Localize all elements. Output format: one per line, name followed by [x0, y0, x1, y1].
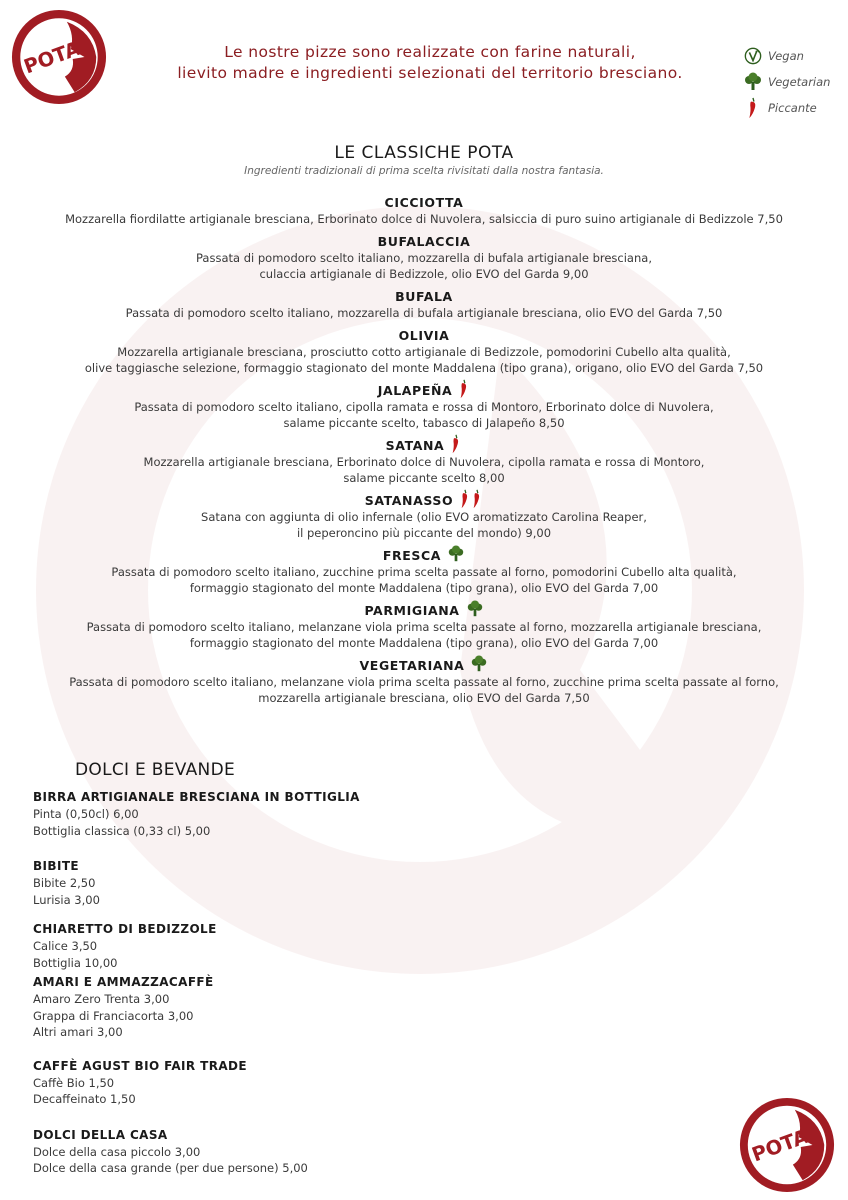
- broccoli-icon: [742, 71, 764, 93]
- pizza-name-text: FRESCA: [382, 548, 442, 563]
- pizza-name: [378, 383, 471, 399]
- pizza-name: [385, 195, 464, 211]
- pizza-icons: [447, 545, 465, 566]
- extras-group: [33, 788, 433, 839]
- pizza-name-text: PARMIGIANA: [364, 603, 460, 618]
- extras-group: [33, 1057, 433, 1108]
- pizza-description: Passata di pomodoro scelto italiano, mozzarella di bufala artigianale bresciana, olio EVO del Garda 7,50: [125, 306, 723, 320]
- legend-vegetarian: [742, 70, 848, 94]
- section-title: LE CLASSICHE POTA: [334, 143, 514, 163]
- pizza-name: [378, 234, 471, 250]
- pizza-name: [399, 328, 450, 344]
- chili-pepper-icon: [742, 97, 764, 119]
- pizza-item: [20, 325, 828, 376]
- extras-item: Calice 3,50: [33, 939, 98, 953]
- pizza-description: Passata di pomodoro scelto italiano, melanzane viola prima scelta passate al forno, mozzarella artigianale bresciana, formaggio stagionato del monte Maddalena (tipo grana), olio EVO del Garda 7,00: [86, 620, 762, 650]
- extras-group: [33, 857, 433, 908]
- pizza-item: [20, 380, 828, 431]
- extras-group-title: CHIARETTO DI BEDIZZOLE: [33, 922, 217, 936]
- extras-list: [33, 788, 433, 1177]
- intro-text: [150, 42, 710, 84]
- legend-label: Vegan: [768, 49, 804, 63]
- svg-text:POTA: POTA: [748, 1124, 812, 1167]
- extras-group-title: DOLCI DELLA CASA: [33, 1127, 168, 1142]
- pizza-description: Passata di pomodoro scelto italiano, melanzane viola prima scelta passate al forno, zucchine prima scelta passate al forno, mozzarella artigianale bresciana, olio EVO del Garda 7,50: [69, 675, 779, 705]
- pizza-description: Passata di pomodoro scelto italiano, mozzarella di bufala artigianale bresciana, culaccia artigianale di Bedizzole, olio EVO del Garda 9,00: [196, 251, 652, 281]
- broccoli-icon: [466, 600, 484, 621]
- pizza-list: [20, 192, 828, 710]
- pizza-name-text: BUFALACCIA: [377, 234, 471, 249]
- pizza-description: Passata di pomodoro scelto italiano, cipolla ramata e rossa di Montoro, Erborinato dolce di Nuvolera, salame piccante scelto, tabasco di Jalapeño 8,50: [134, 400, 714, 430]
- extras-item: Caffè Bio 1,50: [33, 1075, 115, 1090]
- extras-item: Grappa di Franciacorta 3,00: [33, 1008, 194, 1023]
- pizza-description: Mozzarella artigianale bresciana, Erborinato dolce di Nuvolera, cipolla ramata e rossa di Montoro, salame piccante scelto 8,00: [143, 455, 705, 485]
- pizza-name: [360, 658, 489, 674]
- pizza-description: Mozzarella artigianale bresciana, prosciutto cotto artigianale di Bedizzole, pomodorini Cubello alta qualità, olive taggiasche selezione, formaggio stagionato del monte Maddalena (tipo grana), origano, olio EVO del Garda 7,50: [84, 345, 764, 375]
- extras-title: DOLCI E BEVANDE: [75, 760, 235, 780]
- legend-label: Vegetarian: [768, 75, 831, 89]
- extras-group-title: BIBITE: [33, 859, 80, 873]
- pizza-name-text: VEGETARIANA: [359, 658, 465, 673]
- pizza-name-text: OLIVIA: [398, 328, 450, 343]
- extras-item: Bottiglia classica (0,33 cl) 5,00: [33, 823, 211, 838]
- pizza-item: [20, 600, 828, 651]
- extras-item: Lurisia 3,00: [33, 892, 100, 907]
- extras-item: Bottiglia 10,00: [33, 955, 118, 970]
- extras-item: Dolce della casa piccolo 3,00: [33, 1144, 201, 1159]
- pizza-item: [20, 231, 828, 282]
- pizza-name-text: SATANA: [385, 438, 445, 453]
- extras-item: Altri amari 3,00: [33, 1025, 123, 1039]
- pizza-item: [20, 286, 828, 321]
- pizza-item: [20, 192, 828, 227]
- extras-item: Decaffeinato 1,50: [33, 1092, 136, 1106]
- pizza-name-text: CICCIOTTA: [384, 195, 464, 210]
- section-subtitle: Ingredienti tradizionali di prima scelta rivisitati dalla nostra fantasia.: [244, 165, 604, 177]
- intro-line-2: lievito madre e ingredienti selezionati del territorio bresciano.: [177, 64, 683, 82]
- pizza-name: [365, 493, 484, 509]
- pizza-name-text: JALAPEÑA: [377, 383, 453, 398]
- pizza-name: [386, 438, 463, 454]
- extras-group-title: AMARI E AMMAZZACAFFÈ: [33, 975, 214, 989]
- pota-logo: [10, 8, 108, 106]
- extras-group: [33, 1126, 433, 1177]
- pizza-name-text: SATANASSO: [364, 493, 454, 508]
- broccoli-icon: [447, 545, 465, 566]
- extras-group-title: CAFFÈ AGUST BIO FAIR TRADE: [33, 1058, 248, 1073]
- pizza-icons: [470, 655, 488, 676]
- pizza-item: [20, 655, 828, 706]
- broccoli-icon: [470, 655, 488, 676]
- pizza-name: [364, 603, 483, 619]
- extras-group-title: BIRRA ARTIGIANALE BRESCIANA IN BOTTIGLIA: [33, 790, 360, 804]
- extras-item: Dolce della casa grande (per due persone) 5,00: [33, 1161, 308, 1175]
- pizza-name: [395, 289, 453, 305]
- pizza-item: [20, 545, 828, 596]
- extras-group: [33, 973, 433, 1041]
- pizza-icons: [466, 600, 484, 621]
- legend-label: Piccante: [768, 101, 817, 115]
- extras-group: [33, 920, 433, 971]
- pizza-name-text: BUFALA: [395, 289, 453, 304]
- legend: [742, 44, 848, 122]
- extras-item: Bibite 2,50: [33, 876, 96, 890]
- pizza-description: Mozzarella fiordilatte artigianale bresciana, Erborinato dolce di Nuvolera, salsiccia di puro suino artigianale di Bedizzole 7,50: [65, 212, 783, 226]
- pizza-description: Satana con aggiunta di olio infernale (olio EVO aromatizzato Carolina Reaper, il peperoncino più piccante del mondo) 9,00: [201, 510, 647, 540]
- pizza-item: [20, 490, 828, 541]
- extras-item: Pinta (0,50cl) 6,00: [33, 807, 139, 821]
- pota-logo-footer: [738, 1096, 836, 1194]
- vegan-icon: [742, 45, 764, 67]
- pizza-description: Passata di pomodoro scelto italiano, zucchine prima scelta passate al forno, pomodorini Cubello alta qualità, formaggio stagionato del monte Maddalena (tipo grana), olio EVO del Garda 7,00: [111, 565, 737, 595]
- pizza-item: [20, 435, 828, 486]
- svg-text:POTA: POTA: [20, 36, 84, 79]
- legend-piccante: [742, 96, 848, 120]
- legend-vegan: [742, 44, 848, 68]
- intro-line-1: Le nostre pizze sono realizzate con farine naturali,: [224, 43, 636, 61]
- extras-item: Amaro Zero Trenta 3,00: [33, 992, 170, 1006]
- pizza-name: [383, 548, 465, 564]
